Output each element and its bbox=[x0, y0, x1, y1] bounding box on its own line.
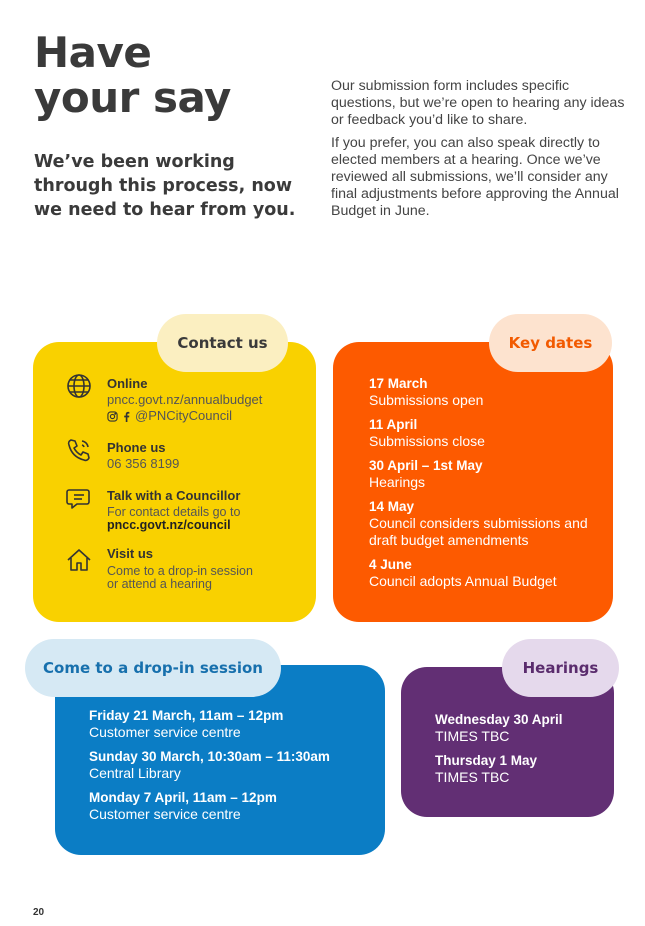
key-dates-card bbox=[333, 342, 613, 622]
contact-card bbox=[33, 342, 316, 622]
hearings-pill: Hearings bbox=[502, 639, 619, 697]
councillor-heading: Talk with a Councillor bbox=[107, 488, 241, 503]
intro-text bbox=[331, 78, 626, 226]
phone-icon bbox=[65, 436, 93, 464]
session-location: Customer service centre bbox=[89, 724, 241, 740]
contact-councillor bbox=[107, 488, 307, 532]
date-item bbox=[369, 416, 604, 450]
visit-line-2: or attend a hearing bbox=[107, 577, 212, 591]
visit-line-1: Come to a drop-in session bbox=[107, 564, 253, 578]
date-description: Submissions close bbox=[369, 433, 485, 449]
session-item bbox=[89, 789, 379, 823]
session-time: Friday 21 March, 11am – 12pm bbox=[89, 708, 284, 723]
session-item bbox=[89, 748, 379, 782]
session-item bbox=[89, 707, 379, 741]
page-number: 20 bbox=[33, 907, 45, 918]
social-handle-text: @PNCityCouncil bbox=[135, 408, 232, 423]
session-time: Sunday 30 March, 10:30am – 11:30am bbox=[89, 749, 330, 764]
session-time: Monday 7 April, 11am – 12pm bbox=[89, 790, 277, 805]
date-label: 30 April – 1st May bbox=[369, 458, 483, 473]
contact-us-pill: Contact us bbox=[157, 314, 288, 372]
date-label: 11 April bbox=[369, 417, 418, 432]
session-location: Customer service centre bbox=[89, 806, 241, 822]
session-location: Central Library bbox=[89, 765, 181, 781]
chat-icon bbox=[65, 484, 93, 512]
date-label: 17 March bbox=[369, 376, 428, 391]
date-item bbox=[369, 375, 604, 409]
page-subtitle: We’ve been working through this process, now we need to hear from you. bbox=[34, 152, 296, 220]
hearing-item bbox=[435, 752, 610, 786]
hearing-day: Wednesday 30 April bbox=[435, 712, 563, 727]
phone-number-link[interactable]: 06 356 8199 bbox=[107, 456, 180, 471]
intro-paragraph-1: Our submission form includes specific questions, but we’re open to hearing any ideas or feedback you’d like to share. bbox=[331, 78, 625, 128]
hearings-list bbox=[435, 711, 610, 793]
date-description: Council considers submissions and draft budget amendments bbox=[369, 515, 588, 548]
contact-visit bbox=[107, 546, 307, 591]
council-url-link[interactable]: pncc.govt.nz/council bbox=[107, 518, 231, 532]
date-item bbox=[369, 556, 604, 590]
key-dates-list bbox=[369, 375, 604, 597]
contact-online bbox=[107, 376, 307, 424]
hearing-item bbox=[435, 711, 610, 745]
intro-paragraph-2: If you prefer, you can also speak directly to elected members at a hearing. Once we’ve reviewed all submissions, we’ll consider any final adjustments before approving the Annual Budget in June. bbox=[331, 135, 619, 219]
hearing-time: TIMES TBC bbox=[435, 769, 510, 785]
date-description: Council adopts Annual Budget bbox=[369, 573, 557, 589]
date-label: 14 May bbox=[369, 499, 415, 514]
date-item bbox=[369, 498, 604, 549]
phone-heading: Phone us bbox=[107, 440, 166, 455]
date-description: Submissions open bbox=[369, 392, 484, 408]
title-line-2: your say bbox=[34, 73, 231, 122]
home-icon bbox=[65, 546, 93, 574]
social-handle[interactable] bbox=[107, 408, 307, 424]
date-description: Hearings bbox=[369, 474, 426, 490]
instagram-icon bbox=[107, 411, 118, 422]
councillor-text: For contact details go to bbox=[107, 505, 241, 519]
contact-phone bbox=[107, 440, 307, 472]
title-line-1: Have bbox=[34, 28, 152, 77]
online-url-link[interactable]: pncc.govt.nz/annualbudget bbox=[107, 392, 263, 407]
date-item bbox=[369, 457, 604, 491]
hearing-day: Thursday 1 May bbox=[435, 753, 538, 768]
facebook-icon bbox=[121, 411, 132, 422]
key-dates-pill: Key dates bbox=[489, 314, 612, 372]
session-list bbox=[89, 707, 379, 830]
globe-icon bbox=[65, 372, 93, 400]
drop-in-pill: Come to a drop-in session bbox=[25, 639, 281, 697]
visit-heading: Visit us bbox=[107, 546, 154, 561]
page-title bbox=[34, 30, 231, 120]
online-heading: Online bbox=[107, 376, 148, 391]
date-label: 4 June bbox=[369, 557, 412, 572]
hearing-time: TIMES TBC bbox=[435, 728, 510, 744]
